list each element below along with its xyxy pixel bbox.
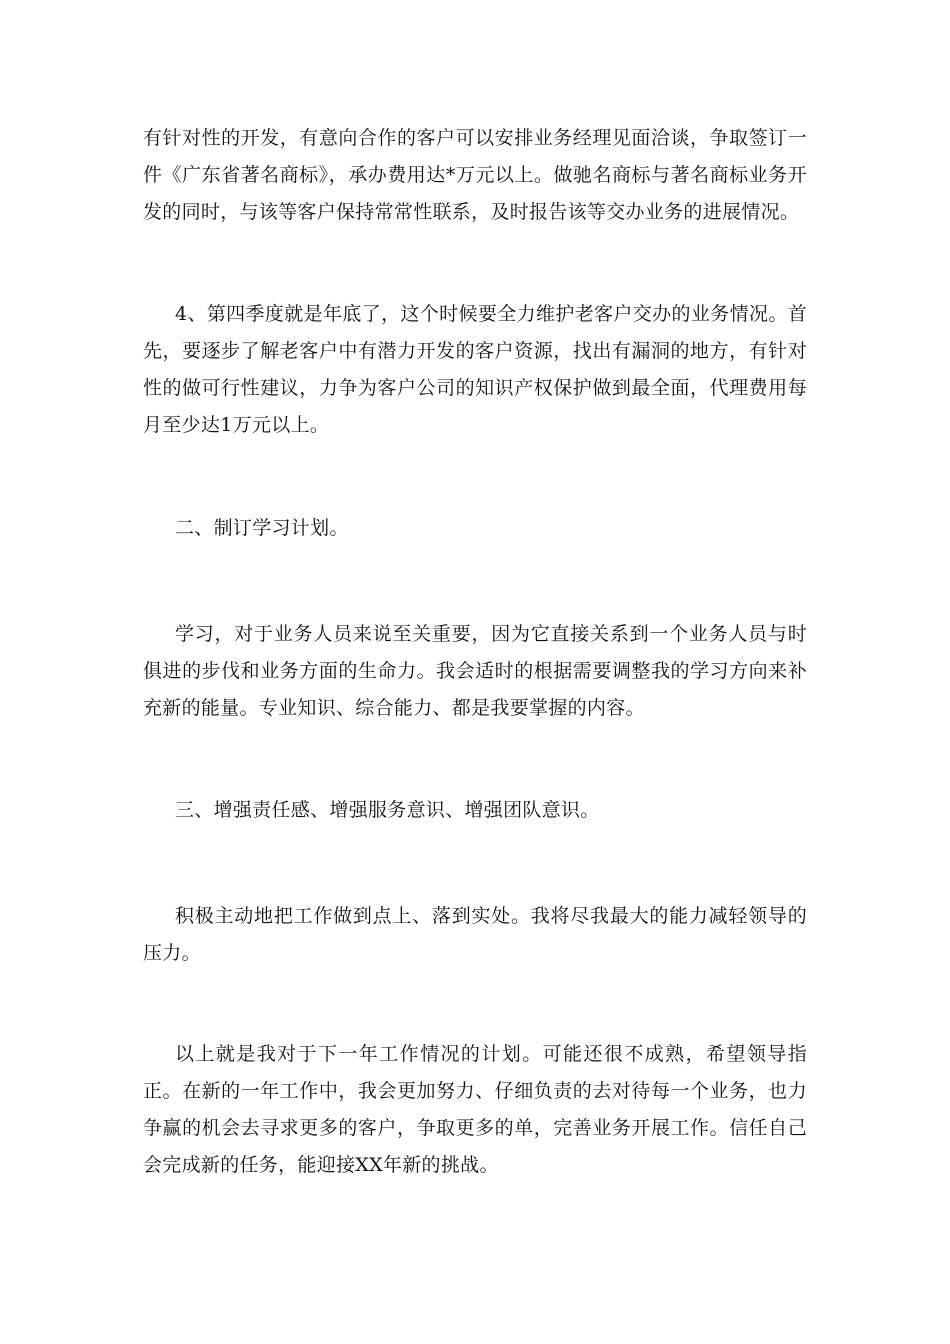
paragraph-study: 学习，对于业务人员来说至关重要，因为它直接关系到一个业务人员与时俱进的步伐和业务方面的生命力。我会适时的根据需要调整我的学习方向来补充新的能量。专业知识、综合能力、都是我要掌握的内容。	[143, 623, 807, 719]
paragraph-initiative: 积极主动地把工作做到点上、落到实处。我将尽我最大的能力减轻领导的压力。	[143, 905, 807, 964]
paragraph-continuation-trademark: 有针对性的开发，有意向合作的客户可以安排业务经理见面洽谈，争取签订一件《广东省著名商标》，承办费用达*万元以上。做驰名商标与著名商标业务开发的同时，与该等客户保持常常性联系，及时报告该等交办业务的进展情况。	[143, 127, 807, 223]
heading-responsibility: 三、增强责任感、增强服务意识、增强团队意识。	[175, 799, 600, 821]
paragraph-fourth-quarter: 4、第四季度就是年底了，这个时候要全力维护老客户交办的业务情况。首先，要逐步了解老客户中有潜力开发的客户资源，找出有漏洞的地方，有针对性的做可行性建议，力争为客户公司的知识产权保护做到最全面，代理费用每月至少达1万元以上。	[143, 303, 807, 436]
paragraph-conclusion: 以上就是我对于下一年工作情况的计划。可能还很不成熟，希望领导指正。在新的一年工作中，我会更加努力、仔细负责的去对待每一个业务，也力争赢的机会去寻求更多的客户，争取更多的单，完善业务开展工作。信任自己会完成新的任务，能迎接XX年新的挑战。	[143, 1043, 807, 1176]
heading-study-plan: 二、制订学习计划。	[175, 517, 349, 539]
